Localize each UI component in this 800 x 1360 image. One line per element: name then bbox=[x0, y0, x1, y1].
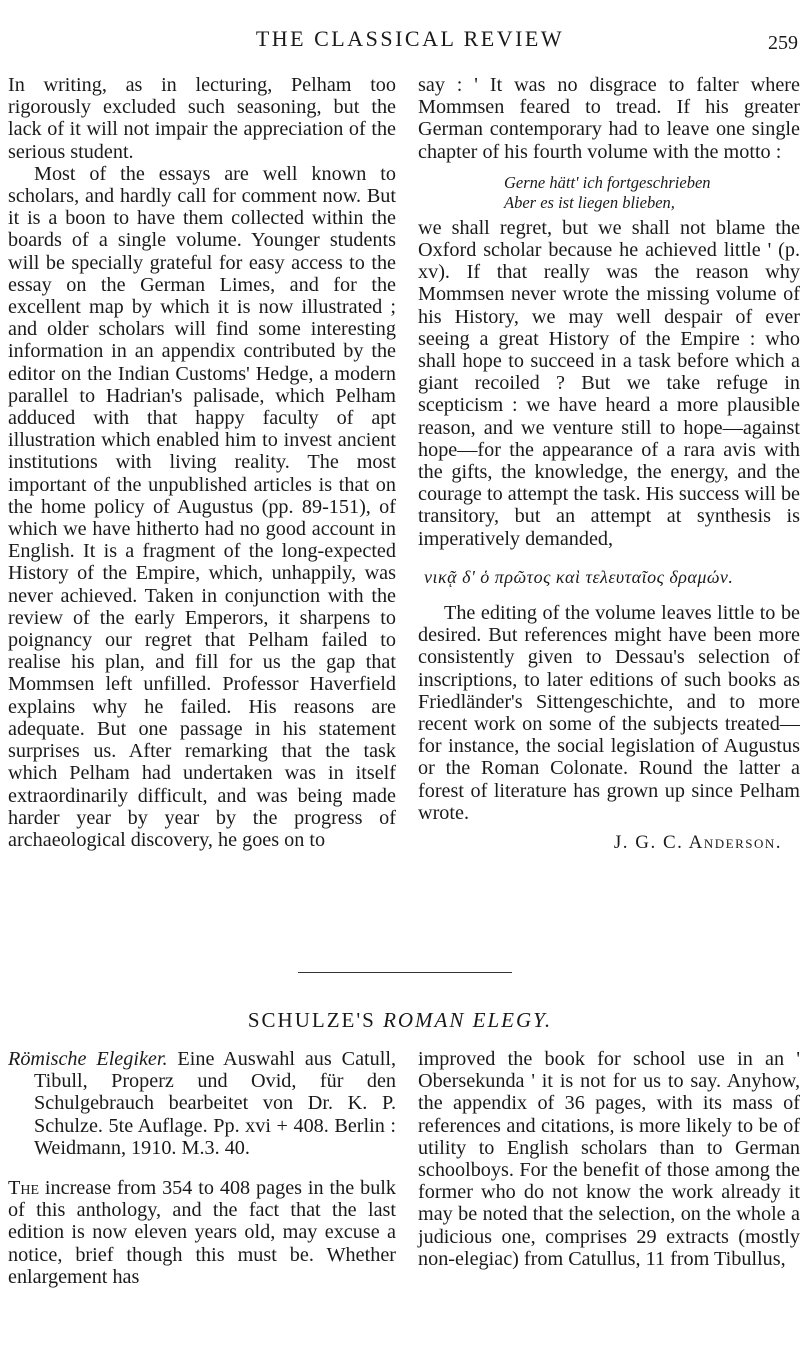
bibliographic-citation bbox=[8, 1048, 396, 1159]
citation-details: Eine Auswahl aus Catull, Tibull, Properz und Ovid, für den Schulgebrauch bearbeitet von Dr. K. P. Schulze. 5te Auflage. Pp. xvi + 408. Berlin : Weidmann, 1910. M.3. 40. bbox=[34, 1048, 396, 1159]
author-signature: J. G. C. Anderson. bbox=[613, 832, 782, 854]
second-review-left-column bbox=[8, 1048, 396, 1288]
verse-quotation bbox=[504, 173, 800, 213]
review-title bbox=[0, 1008, 800, 1033]
paragraph-seasoning: In writing, as in lecturing, Pelham too rigorously excluded such seasoning, but the lack of it will not impair the appreciation of the serious student. bbox=[8, 74, 396, 163]
paragraph-increase bbox=[8, 1177, 396, 1288]
section-divider bbox=[298, 972, 512, 973]
running-title: THE CLASSICAL REVIEW bbox=[255, 26, 565, 51]
review-left-column bbox=[8, 74, 396, 851]
review-title-italic: ROMAN ELEGY. bbox=[383, 1008, 553, 1032]
citation-book-title: Römische Elegiker. bbox=[8, 1048, 168, 1070]
paragraph-mommsen-quote: say : ' It was no disgrace to falter where Mommsen feared to tread. If his greater German contemporary had to leave one single chapter of his fourth volume with the motto : bbox=[418, 74, 800, 163]
page-header bbox=[0, 26, 800, 60]
paragraph-regret: we shall regret, but we shall not blame the Oxford scholar because he achieved little ' (p. xv). If that really was the reason why Mommsen never wrote the missing volume of his History, we may well despair of ever seeing a great History of the Empire : who shall hope to succeed in a task before which a giant recoiled ? But we take refuge in scepticism : we have heard a more plausible reason, and we venture still to hope—against hope—for the appearance of a rara avis with the gifts, the knowledge, the energy, and the courage to attempt the task. His success will be transitory, but an attempt at synthesis is imperatively demanded, bbox=[418, 216, 800, 550]
verse-line: Gerne hätt' ich fortgeschrieben bbox=[504, 172, 711, 192]
paragraph-essays: Most of the essays are well known to scholars, and hardly call for comment now. But it is a boon to have them collected within the boards of a single volume. Younger students will be specially grateful for easy access to the essay on the German Limes, and for the excellent map by which it is now illustrated ; and older scholars will find some interesting information in an appendix contributed by the editor on the Indian Customs' Hedge, a modern parallel to Hadrian's palisade, which Pelham adduced with that happy faculty of apt illustration which enabled him to invest ancient institutions with living reality. The most important of the unpublished articles is that on the home policy of Augustus (pp. 89-151), of which we have hitherto had no good account in English. It is a fragment of the long-expected History of the Empire, which, unhappily, was never achieved. Taken in conjunction with the review of the early Emperors, it sharpens to poignancy our regret that Pelham failed to realise his plan, and fill for us the gap that Mommsen left unfilled. Professor Haverfield explains why he failed. His reasons are adequate. But one passage in his statement surprises us. After remarking that the task which Pelham had undertaken was in itself extraordinarily difficult, and was being made harder year by year by the progress of archaeological discovery, he goes on to bbox=[8, 162, 396, 851]
second-review-right-column bbox=[418, 1048, 800, 1270]
paragraph-school-use: improved the book for school use in an ' Obersekunda ' it is not for us to say. Anyhow, the appendix of 36 pages, with its mass of references and citations, is more likely to be of utility to English scholars than to German schoolboys. For the benefit of those among the former who do not know the work already it may be noted that the selection, on the whole a judicious one, comprises 29 extracts (mostly non-elegiac) from Catullus, 11 from Tibullus, bbox=[418, 1048, 800, 1270]
verse-line: Aber es ist liegen blieben, bbox=[504, 192, 675, 212]
greek-quotation: νικᾷ δ' ὁ πρῶτος καὶ τελευταῖος δραμών. bbox=[424, 566, 734, 587]
opening-word: The bbox=[8, 1177, 39, 1200]
review-title-plain: SCHULZE'S bbox=[247, 1008, 384, 1032]
paragraph-editing: The editing of the volume leaves little to be desired. But references might have been more consistently given to Dessau's selection of inscriptions, to later editions of such books as Friedländer's Sittengeschichte, and to more recent work on some of the subjects treated—for instance, the social legislation of Augustus or the Roman Colonate. Round the latter a forest of literature has grown up since Pelham wrote. bbox=[418, 602, 800, 824]
page-number: 259 bbox=[768, 32, 798, 54]
review-right-column bbox=[418, 74, 800, 854]
paragraph-increase-text: increase from 354 to 408 pages in the bulk of this anthology, and the fact that the last edition is now eleven years old, may excuse a notice, brief though this must be. Whether enlargement has bbox=[8, 1177, 396, 1288]
